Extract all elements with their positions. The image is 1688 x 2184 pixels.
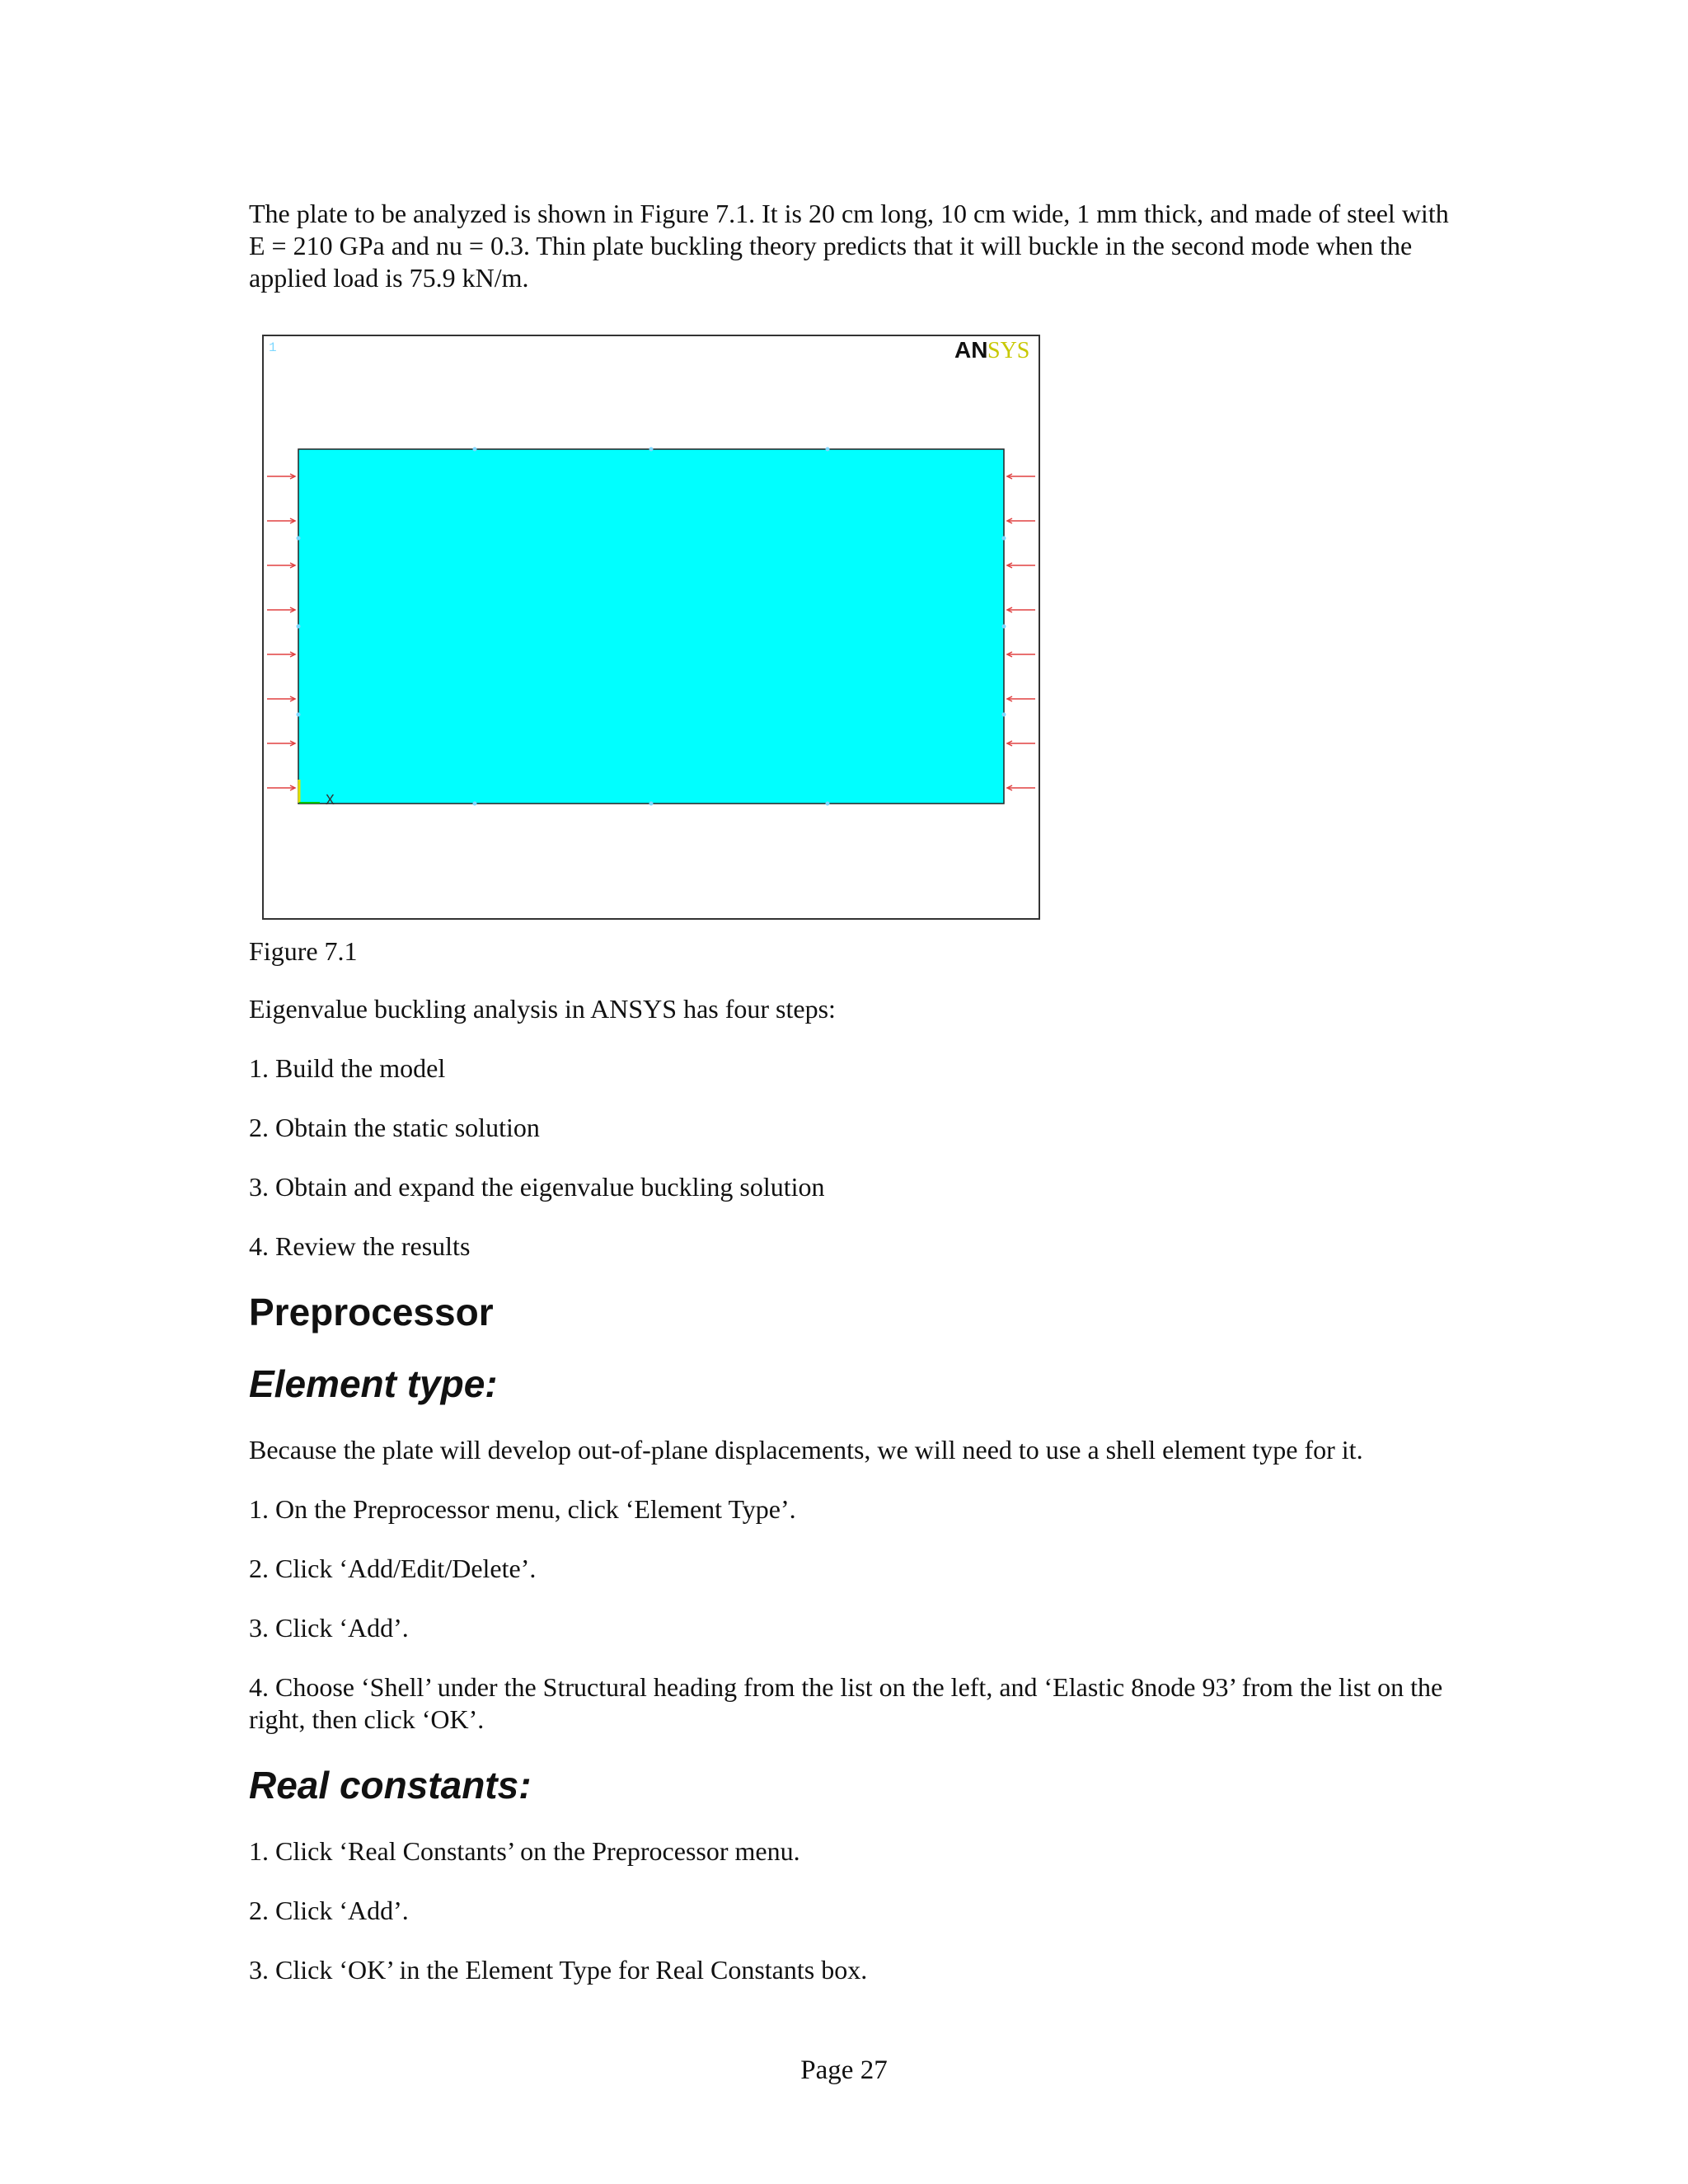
steps-intro: Eigenvalue buckling analysis in ANSYS has four steps: — [249, 994, 836, 1024]
real-constants-step-1: 1. Click ‘Real Constants’ on the Preprocessor menu. — [249, 1836, 800, 1866]
ansys-plate-figure — [262, 335, 1040, 920]
node-marker-4 — [649, 802, 654, 806]
figure-caption: Figure 7.1 — [249, 936, 358, 966]
node-marker-2 — [826, 448, 830, 452]
node-marker-11 — [1002, 713, 1006, 717]
node-marker-7 — [297, 625, 301, 629]
node-marker-10 — [1002, 625, 1006, 629]
element-type-step-4: 4. Choose ‘Shell’ under the Structural heading from the list on the left, and ‘Elastic 8node 93’ from the list on the right, then click ‘OK’. — [249, 1672, 1443, 1734]
node-marker-9 — [1002, 537, 1006, 541]
node-marker-6 — [297, 537, 301, 541]
node-marker-3 — [473, 802, 477, 806]
page-number: Page 27 — [800, 2055, 888, 2085]
window-number: 1 — [269, 340, 277, 355]
axis-x-label: X — [326, 793, 335, 809]
step-1: 1. Build the model — [249, 1053, 446, 1083]
node-marker-1 — [649, 448, 654, 452]
real-constants-step-2: 2. Click ‘Add’. — [249, 1896, 409, 1925]
element-type-intro: Because the plate will develop out-of-plane displacements, we will need to use a shell element type for it. — [249, 1435, 1363, 1465]
element-type-step-3: 3. Click ‘Add’. — [249, 1613, 409, 1643]
step-2: 2. Obtain the static solution — [249, 1113, 540, 1142]
real-constants-step-3: 3. Click ‘OK’ in the Element Type for Real Constants box. — [249, 1955, 868, 1985]
element-type-step-2: 2. Click ‘Add/Edit/Delete’. — [249, 1554, 537, 1583]
step-3: 3. Obtain and expand the eigenvalue buckling solution — [249, 1172, 825, 1202]
heading-element-type: Element type: — [249, 1362, 498, 1405]
plate — [298, 449, 1004, 804]
ansys-logo-an: AN — [954, 337, 988, 363]
ansys-logo-sys: SYS — [987, 338, 1030, 363]
step-4: 4. Review the results — [249, 1231, 471, 1261]
heading-preprocessor: Preprocessor — [249, 1291, 494, 1333]
element-type-step-1: 1. On the Preprocessor menu, click ‘Element Type’. — [249, 1494, 796, 1524]
node-marker-5 — [826, 802, 830, 806]
intro-paragraph: The plate to be analyzed is shown in Figure 7.1. It is 20 cm long, 10 cm wide, 1 mm thick, and made of steel with E = 210 GPa and nu = 0.3. Thin plate buckling theory predicts that it will buckle in the second mode when the applied load is 75.9 kN/m. — [249, 199, 1449, 293]
ansys-logo — [954, 337, 1029, 363]
node-marker-8 — [297, 713, 301, 717]
node-marker-0 — [473, 448, 477, 452]
heading-real-constants: Real constants: — [249, 1764, 532, 1807]
